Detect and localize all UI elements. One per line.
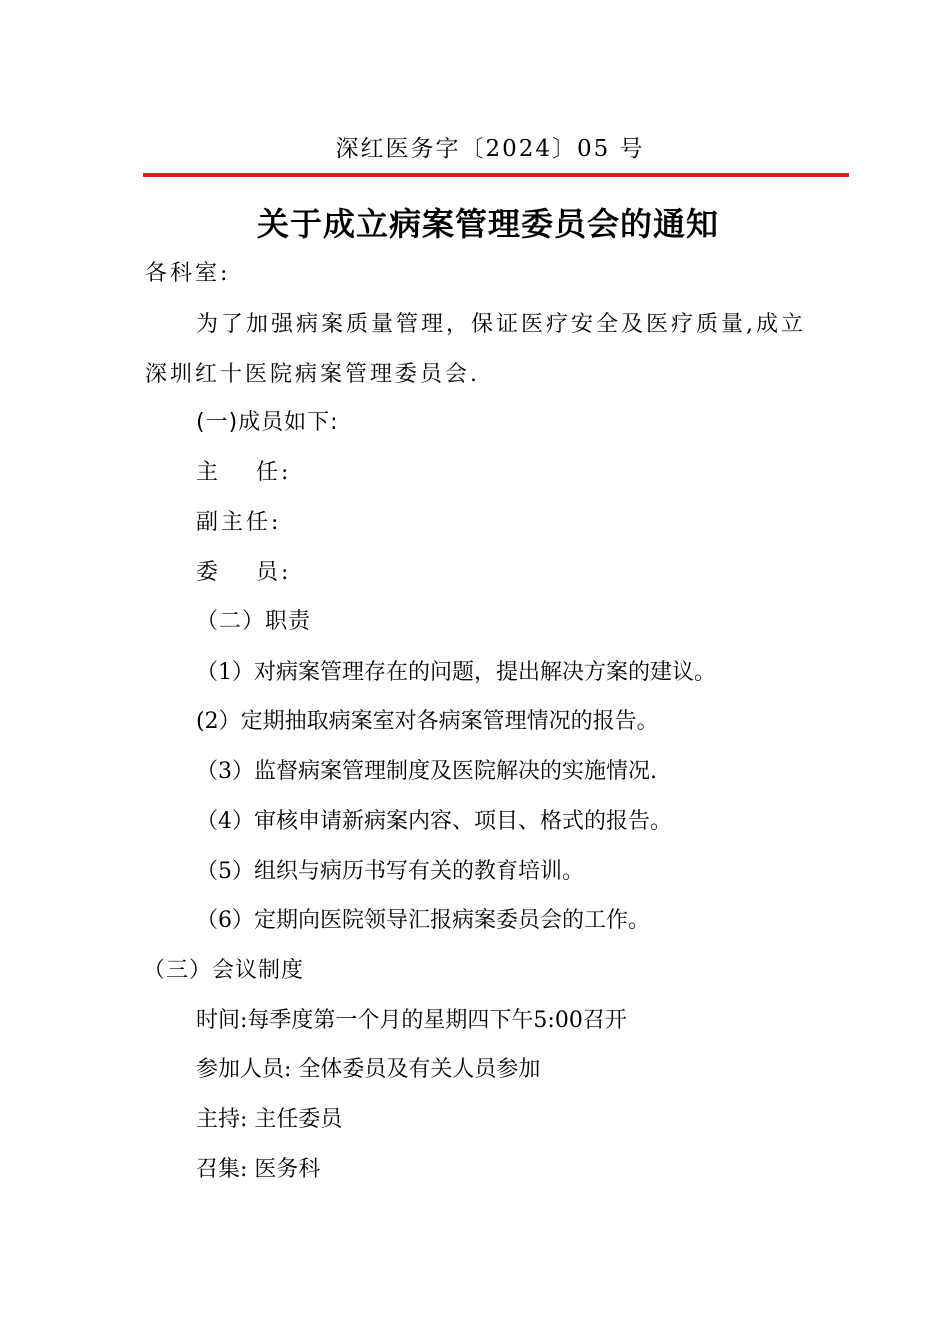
meeting-participants: 参加人员: 全体委员及有关人员参加 <box>196 1057 541 1082</box>
meeting-convener: 召集: 医务科 <box>196 1157 321 1182</box>
page-title: 关于成立病案管理委员会的通知 <box>256 205 719 243</box>
red-header-rule <box>143 173 849 177</box>
duty-item-1: （1）对病案管理存在的问题，提出解决方案的建议。 <box>196 660 716 685</box>
duty-item-4: （4）审核申请新病案内容、项目、格式的报告。 <box>196 809 672 834</box>
salutation: 各科室: <box>145 261 231 286</box>
meeting-host: 主持: 主任委员 <box>196 1107 343 1132</box>
member-director: 主 任: <box>196 460 292 485</box>
meeting-time: 时间:每季度第一个月的星期四下午5:00召开 <box>196 1008 627 1033</box>
duty-item-2: (2）定期抽取病案室对各病案管理情况的报告。 <box>196 709 659 734</box>
section-3-heading: （三）会议制度 <box>143 958 305 983</box>
section-2-heading: （二）职责 <box>196 609 312 634</box>
section-1-heading: (一)成员如下: <box>196 410 339 435</box>
doc-number: 深红医务字〔2024〕05 号 <box>335 136 645 162</box>
duty-item-6: （6）定期向医院领导汇报病案委员会的工作。 <box>196 908 650 933</box>
intro-paragraph-line-1: 为了加强病案质量管理，保证医疗安全及医疗质量,成立 <box>196 312 806 337</box>
duty-item-3: （3）监督病案管理制度及医院解决的实施情况. <box>196 759 657 784</box>
intro-paragraph-line-2: 深圳红十医院病案管理委员会. <box>145 362 480 387</box>
member-members: 委 员: <box>196 560 292 585</box>
duty-item-5: （5）组织与病历书写有关的教育培训。 <box>196 859 584 884</box>
member-deputy-director: 副主任: <box>196 510 282 535</box>
